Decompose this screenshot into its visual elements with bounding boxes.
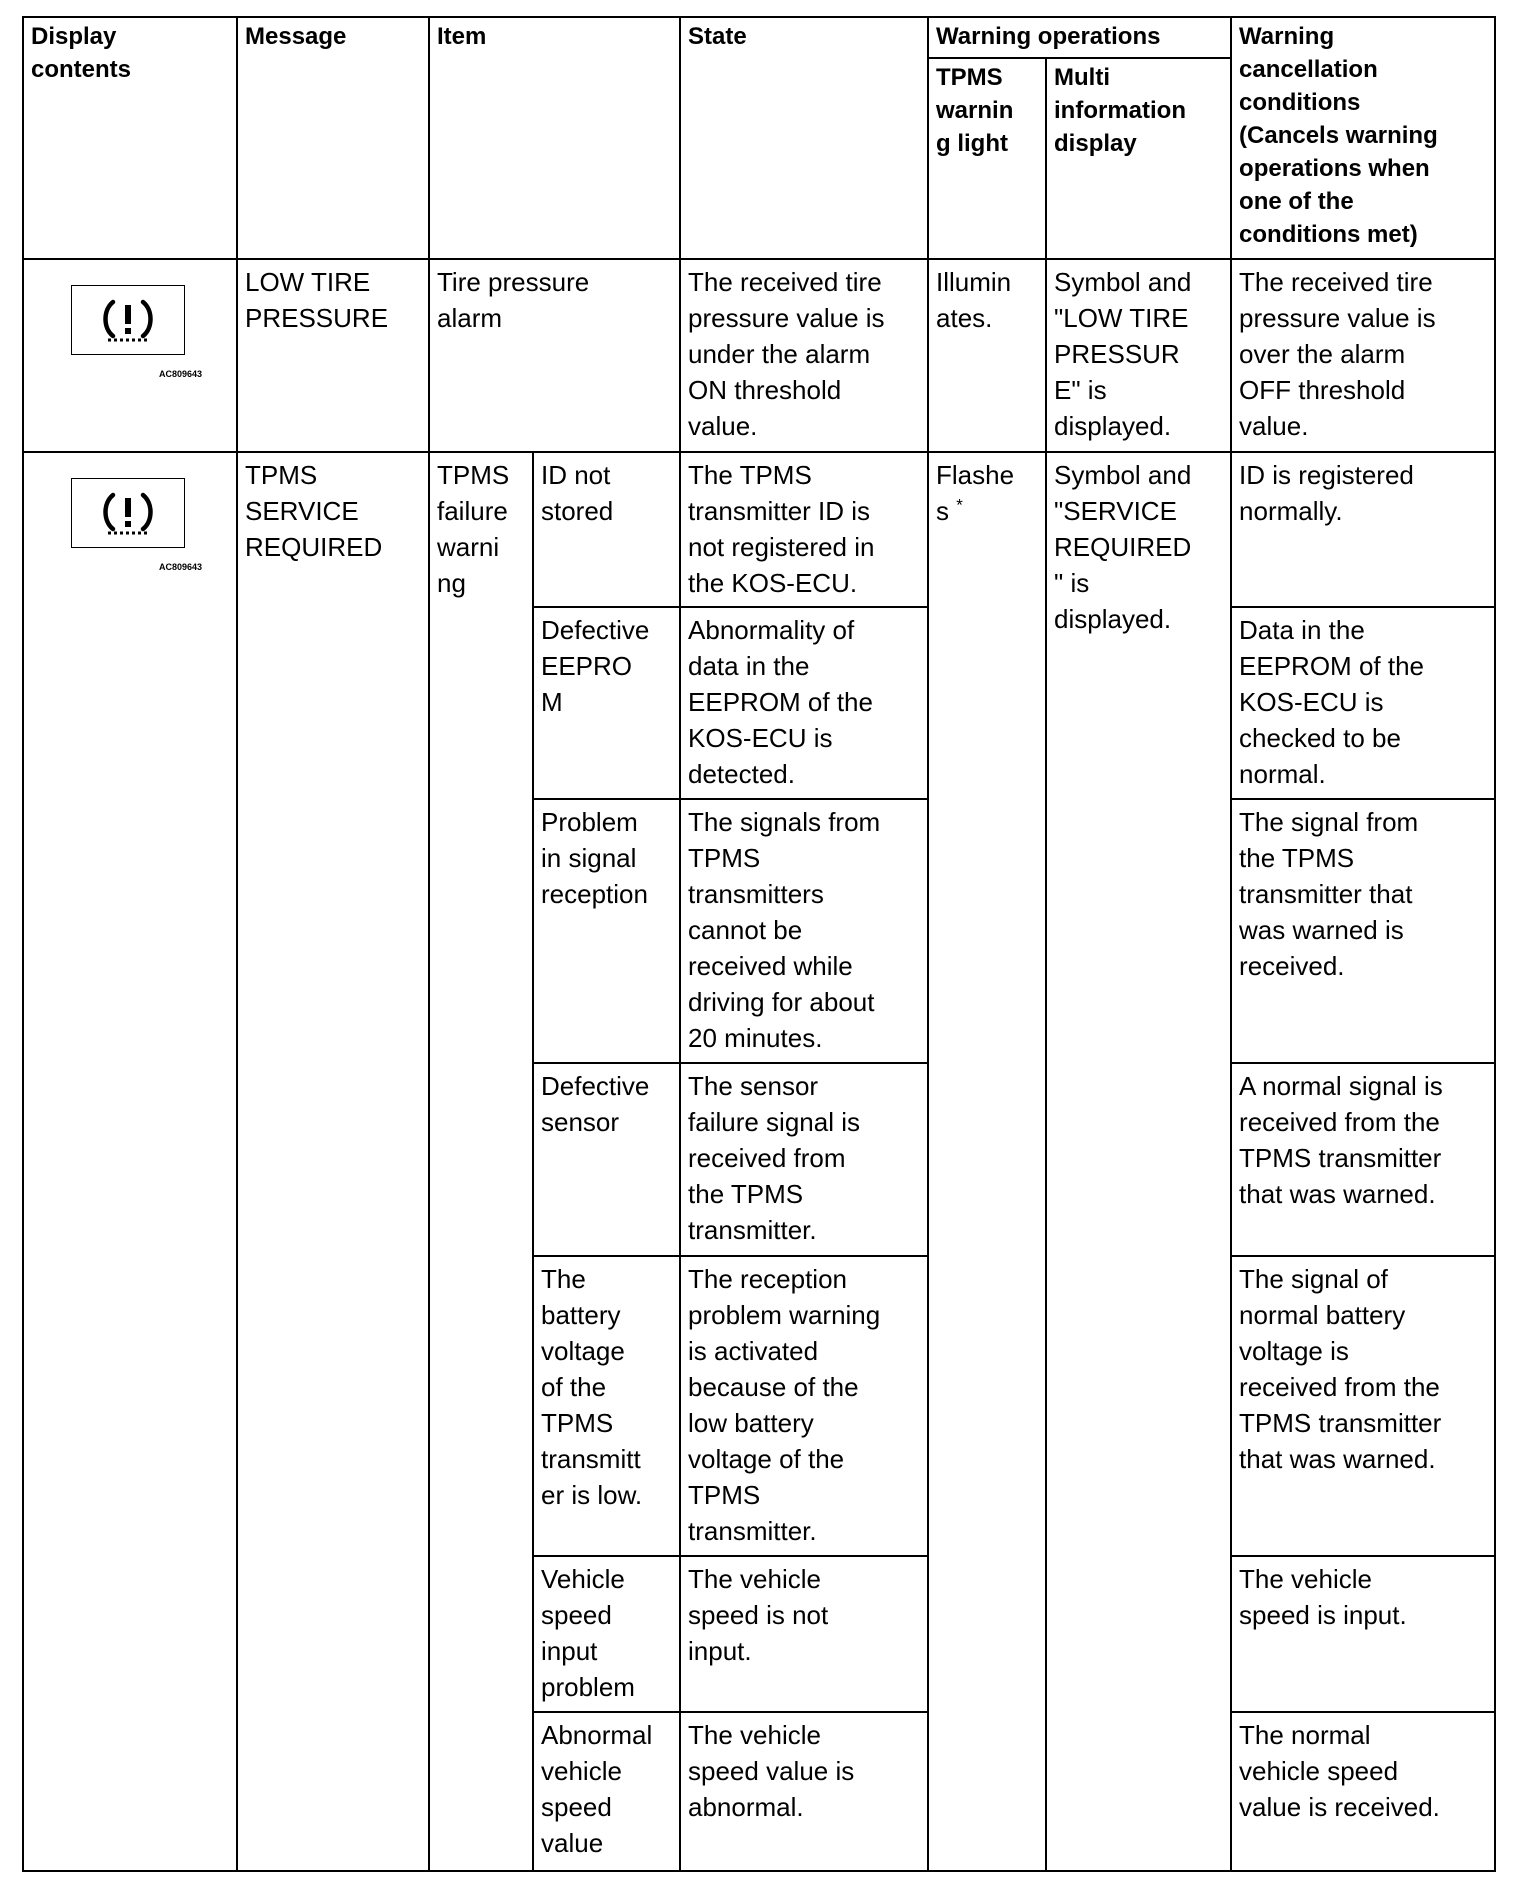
tpms-warning-icon: [71, 478, 185, 548]
header-warning-cancellation: Warning cancellation conditions (Cancels warning operations when one of the conditions met): [1231, 17, 1495, 259]
table-row: [23, 259, 1495, 452]
state-cell: Abnormality of data in the EEPROM of the KOS-ECU is detected.: [680, 607, 928, 799]
warning-light-cell: [928, 452, 1046, 1871]
subitem-cell: Abnormal vehicle speed value: [533, 1712, 680, 1871]
display-contents-cell: [23, 259, 237, 452]
item-cell: TPMS failure warni ng: [429, 452, 533, 1871]
cancellation-cell: The signal from the TPMS transmitter that was warned is received.: [1231, 799, 1495, 1063]
state-cell: The sensor failure signal is received from the TPMS transmitter.: [680, 1063, 928, 1256]
header-tpms-warning-light: TPMS warnin g light: [928, 58, 1046, 259]
message-cell: LOW TIRE PRESSURE: [237, 259, 429, 452]
cancellation-cell: The normal vehicle speed value is received.: [1231, 1712, 1495, 1871]
state-cell: The signals from TPMS transmitters cannot be received while driving for about 20 minutes.: [680, 799, 928, 1063]
cancellation-cell: A normal signal is received from the TPMS transmitter that was warned.: [1231, 1063, 1495, 1256]
header-multi-information-display: Multi information display: [1046, 58, 1231, 259]
tpms-warning-icon: [71, 285, 185, 355]
footnote-marker: *: [956, 495, 963, 515]
cancellation-cell: The signal of normal battery voltage is received from the TPMS transmitter that was warned.: [1231, 1256, 1495, 1556]
cancellation-cell: The vehicle speed is input.: [1231, 1556, 1495, 1712]
header-item: Item: [429, 17, 680, 259]
subitem-cell: The battery voltage of the TPMS transmitt er is low.: [533, 1256, 680, 1556]
header-state: State: [680, 17, 928, 259]
subitem-cell: Vehicle speed input problem: [533, 1556, 680, 1712]
cancellation-cell: The received tire pressure value is over the alarm OFF threshold value.: [1231, 259, 1495, 452]
cancellation-cell: Data in the EEPROM of the KOS-ECU is checked to be normal.: [1231, 607, 1495, 799]
state-cell: The vehicle speed value is abnormal.: [680, 1712, 928, 1871]
header-warning-operations: Warning operations: [928, 17, 1231, 58]
message-cell: TPMS SERVICE REQUIRED: [237, 452, 429, 1871]
table-row: [23, 452, 1495, 607]
warning-light-cell: Illumin ates.: [928, 259, 1046, 452]
header-row-1: [23, 17, 1495, 58]
warning-light-text: Flashe s: [936, 460, 1015, 526]
item-cell: Tire pressure alarm: [429, 259, 680, 452]
header-message: Message: [237, 17, 429, 259]
tpms-warning-table: [22, 16, 1496, 1872]
state-cell: The vehicle speed is not input.: [680, 1556, 928, 1712]
state-cell: The received tire pressure value is under the alarm ON threshold value.: [680, 259, 928, 452]
display-contents-cell: [23, 452, 237, 1871]
subitem-cell: Defective EEPRO M: [533, 607, 680, 799]
subitem-cell: Problem in signal reception: [533, 799, 680, 1063]
cancellation-cell: ID is registered normally.: [1231, 452, 1495, 607]
state-cell: The TPMS transmitter ID is not registered in the KOS-ECU.: [680, 452, 928, 607]
display-cell: Symbol and "SERVICE REQUIRED " is displayed.: [1046, 452, 1231, 1871]
subitem-cell: Defective sensor: [533, 1063, 680, 1256]
display-cell: Symbol and "LOW TIRE PRESSUR E" is displayed.: [1046, 259, 1231, 452]
tpms-warning-table-container: [22, 16, 1494, 1868]
subitem-cell: ID not stored: [533, 452, 680, 607]
state-cell: The reception problem warning is activated because of the low battery voltage of the TPMS transmitter.: [680, 1256, 928, 1556]
icon-reference-id: AC809643: [159, 562, 203, 572]
icon-reference-id: AC809643: [159, 369, 203, 379]
header-display-contents: Display contents: [23, 17, 237, 259]
